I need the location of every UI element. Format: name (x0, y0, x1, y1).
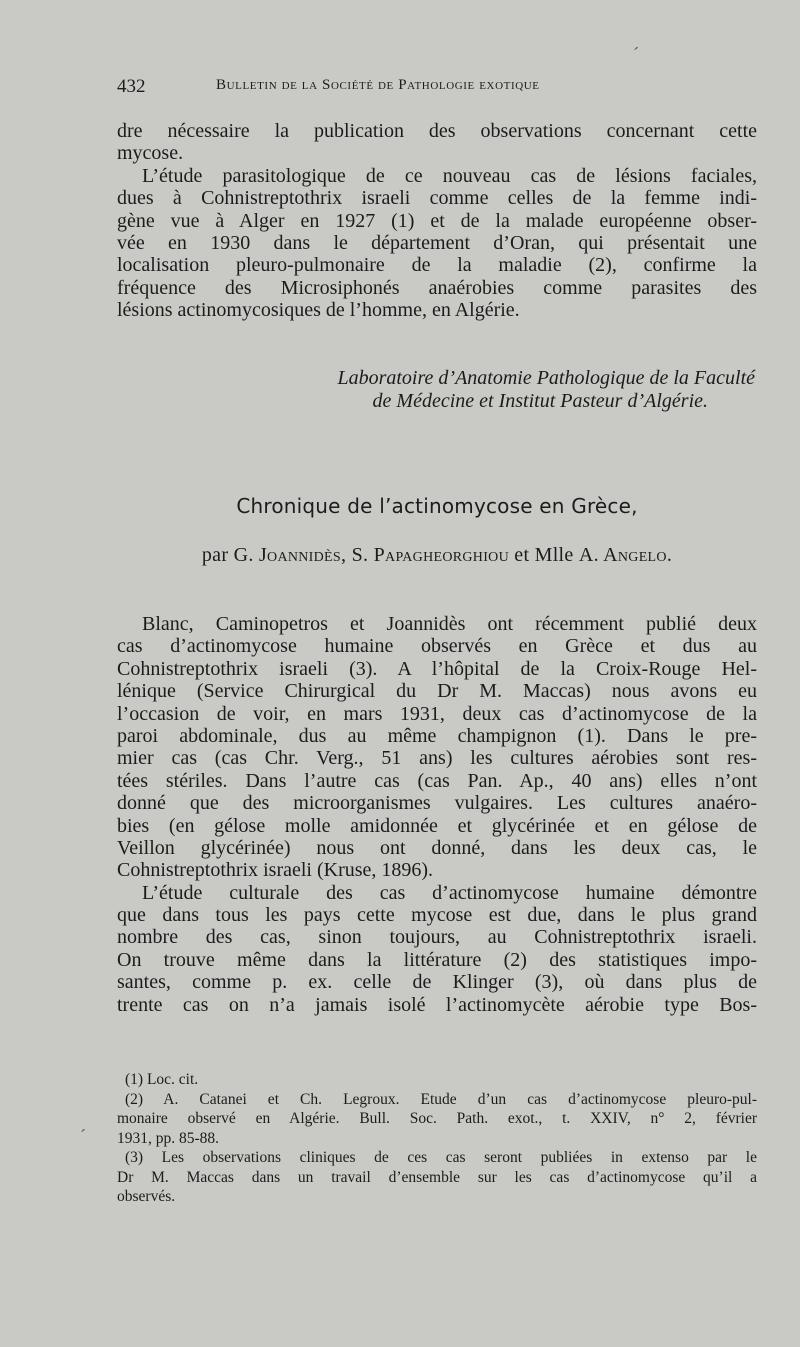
footnote-line: Dr M. Maccas dans un travail d’ensemble sur les cas d’actinomycose qu’il a (117, 1168, 757, 1186)
text-line: Veillon glycérinée) nous ont donné, dans les deux cas, le (117, 836, 757, 859)
page-number: 432 (117, 76, 146, 97)
footnotes (117, 1070, 757, 1207)
text-line: nombre des cas, sinon toujours, au Cohnistreptothrix israeli. (117, 926, 757, 949)
text-line: On trouve même dans la littérature (2) des statistiques impo- (117, 948, 757, 971)
text-line: L’étude culturale des cas d’actinomycose humaine démontre (142, 881, 757, 904)
text-line: dues à Cohnistreptothrix israeli comme celles de la femme indi- (117, 187, 757, 210)
author-name: A. Angelo. (578, 544, 673, 566)
author-line (117, 544, 757, 567)
text-line: L’étude parasitologique de ce nouveau cas de lésions faciales, (142, 164, 757, 187)
text-line: que dans tous les pays cette mycose est due, dans le plus grand (117, 904, 757, 927)
text-line: paroi abdominale, dus au même champignon (1). Dans le pre- (117, 724, 757, 747)
intro-paragraphs (117, 120, 757, 322)
footnote-line: monaire observé en Algérie. Bull. Soc. Path. exot., t. XXIV, n° 2, février (117, 1110, 757, 1127)
footnote-line: observés. (117, 1188, 176, 1205)
text-line: bies (en gélose molle amidonnée et glycérinée et en gélose de (117, 814, 757, 837)
affiliation-line: Laboratoire d’Anatomie Pathologique de la Faculté (337, 367, 755, 389)
text-line: localisation pleuro-pulmonaire de la maladie (2), confirme la (117, 254, 757, 277)
text-line: santes, comme p. ex. celle de Klinger (3), où dans plus de (117, 971, 757, 994)
text-line: tées stériles. Dans l’autre cas (cas Pan. Ap., 40 ans) elles n’ont (117, 769, 757, 792)
text-line: l’occasion de voir, en mars 1931, deux cas d’actinomycose de la (117, 702, 757, 725)
text-line: Cohnistreptothrix israeli (3). A l’hôpital de la Croix-Rouge Hel- (117, 657, 757, 680)
text-line: lésions actinomycosiques de l’homme, en Algérie. (117, 299, 520, 322)
footnote-line: 1931, pp. 85-88. (117, 1129, 220, 1147)
footnote-line: (1) Loc. cit. (125, 1071, 199, 1088)
text-line: fréquence des Microsiphonés anaérobies comme parasites des (117, 276, 757, 299)
text-line: vée en 1930 dans le département d’Oran, qui présentait une (117, 231, 757, 254)
text-line: lénique (Service Chirurgical du Dr M. Maccas) nous avons eu (117, 680, 757, 703)
text-line: Cohnistreptothrix israeli (Kruse, 1896). (117, 859, 434, 882)
pencil-mark: ˊ (80, 1126, 86, 1146)
text-line: cas d’actinomycose humaine observés en Grèce et dus au (117, 635, 757, 658)
authors-prefix: par (201, 544, 234, 566)
text-line: mycose. (117, 142, 184, 165)
text-line: dre nécessaire la publication des observations concernant cette (117, 120, 757, 142)
authors-and: et Mlle (508, 544, 579, 566)
text-line: mier cas (cas Chr. Verg., 51 ans) les cultures aérobies sont res- (117, 747, 757, 770)
footnote-line: (2) A. Catanei et Ch. Legroux. Etude d’un cas d’actinomycose pleuro-pul- (125, 1090, 757, 1108)
text-line: gène vue à Alger en 1927 (1) et de la malade européenne obser- (117, 209, 757, 232)
affiliation (117, 367, 757, 413)
author-names: G. Joannidès, S. Papagheorghiou (233, 544, 509, 566)
page-header (117, 76, 757, 100)
footnote-line: (3) Les observations cliniques de ces cas seront publiées in extenso par le (125, 1149, 757, 1166)
text-line: donné que des microorganismes vulgaires. Les cultures anaéro- (117, 792, 757, 815)
article-body (117, 613, 757, 1016)
text-line: trente cas on n’a jamais isolé l’actinomycète aérobie type Bos- (117, 993, 757, 1016)
text-line: Blanc, Caminopetros et Joannidès ont récemment publié deux (142, 613, 757, 635)
section-title: Chronique de l’actinomycose en Grèce, (236, 494, 638, 518)
running-head: Bulletin de la Société de Pathologie exotique (216, 77, 540, 93)
affiliation-line: de Médecine et Institut Pasteur d’Algérie. (372, 390, 708, 412)
pencil-mark: ˊ (633, 44, 639, 64)
